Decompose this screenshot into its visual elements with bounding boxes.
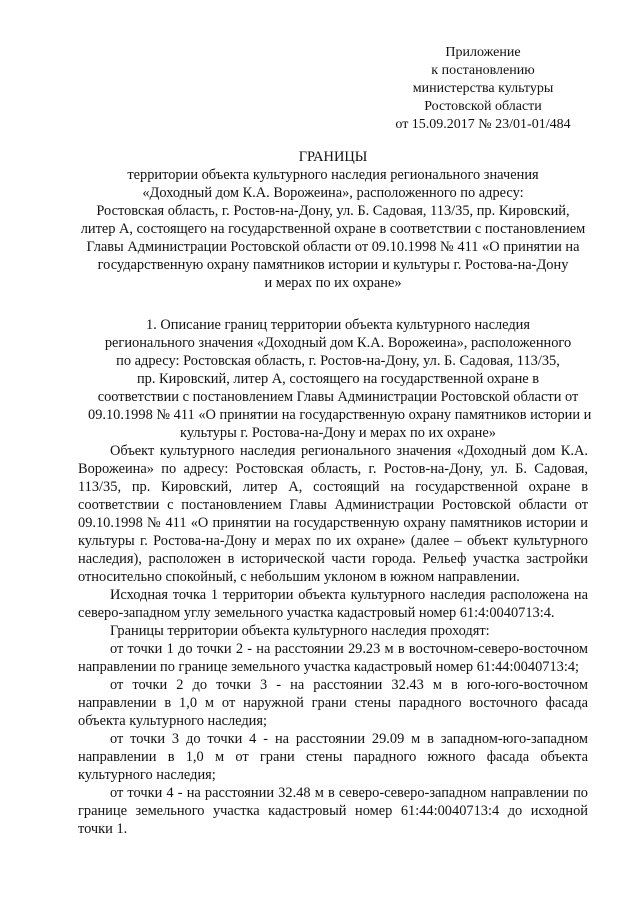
title-line: и мерах по их охране» [264,275,402,291]
section-line: по адресу: Ростовская область, г. Ростов-на-Дону, ул. Б. Садовая, 113/35, [116,353,560,369]
body-paragraph: Границы территории объекта культурного наследия проходят: [110,623,490,639]
section-line: 1. Описание границ территории объекта культурного наследия [146,317,530,333]
title-line: Главы Администрации Ростовской области от 09.10.1998 № 411 «О принятии на [86,239,580,255]
section-line: пр. Кировский, литер А, состоящего на государственной охране в [136,371,540,387]
title-line: территории объекта культурного наследия регионального значения [127,167,539,183]
section-line: культуры г. Ростова-на-Дону и мерах по их охране» [180,425,496,441]
body-paragraph: от точки 1 до точки 2 - на расстоянии 29.23 м в восточном-северо-восточном направлении по границе земельного участка кадастровый номер 61:44:0040713:4; [78,641,588,675]
body-paragraph: от точки 3 до точки 4 - на расстоянии 29.09 м в западном-юго-западном направлении в 1,0 м от грани стены парадного южного фасада объекта культурного наследия; [78,731,588,783]
section-line: регионального значения «Доходный дом К.А. Ворожеина», расположенного [104,335,572,351]
title-line: литер А, состоящего на государственной охране в соответствии с постановлением [80,221,586,237]
title-line: Ростовская область, г. Ростов-на-Дону, ул. Б. Садовая, 113/35, пр. Кировский, [96,203,570,219]
appendix-line: министерства культуры [412,81,554,96]
document-body [78,442,588,838]
appendix-line: к постановлению [431,63,535,78]
appendix-line: Приложение [445,45,521,60]
title-line: «Доходный дом К.А. Ворожеина», расположенного по адресу: [142,185,524,201]
section-1-heading [88,316,592,442]
section-line: соответствии с постановлением Главы Администрации Ростовской области от [97,389,579,405]
body-paragraph: от точки 4 - на расстоянии 32.48 м в северо-северо-западном направлении по границе земельного участка кадастровый номер 61:44:0040713:4 до исходной точки 1. [78,785,588,837]
body-paragraph: от точки 2 до точки 3 - на расстоянии 32.43 м в юго-юго-восточном направлении в 1,0 м от наружной грани стены парадного восточного фасада объекта культурного наследия; [78,677,588,729]
title-heading: ГРАНИЦЫ [298,149,368,165]
title-line: государственную охрану памятников истории и культуры г. Ростова-на-Дону [97,257,569,273]
appendix-line: от 15.09.2017 № 23/01-01/484 [395,117,571,132]
section-line: 09.10.1998 № 411 «О принятии на государственную охрану памятников истории и [88,407,592,423]
body-paragraph: Объект культурного наследия регионального значения «Доходный дом К.А. Ворожеина» по адресу: Ростовская область, г. Ростов-на-Дону, ул. Б. Садовая, 113/35, пр. Кировский, литер А, состоящий на государственной охране в соответствии с постановлением Главы Администрации Ростовской области от 09.10.1998 № 411 «О принятии на государственную охрану памятников истории и культуры г. Ростова-на-Дону и мерах по их охране» (далее – объект культурного наследия), расположен в исторической части города. Рельеф участка застройки относительно спокойный, с небольшим уклоном в южном направлении. [78,443,588,585]
document-title [78,148,588,292]
appendix-line: Ростовской области [424,99,542,114]
appendix-header [378,44,588,134]
body-paragraph: Исходная точка 1 территории объекта культурного наследия расположена на северо-западном углу земельного участка кадастровый номер 61:4:0040713:4. [78,587,588,621]
